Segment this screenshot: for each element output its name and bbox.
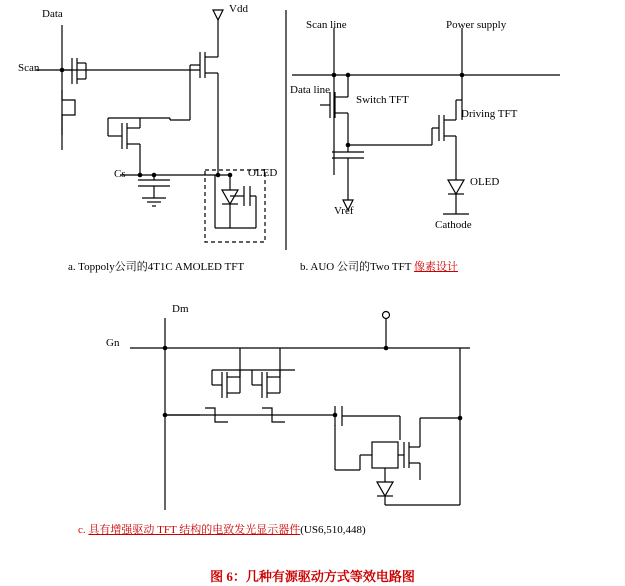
data-label: Data <box>42 8 63 20</box>
caption-a: a. Toppoly公司的4T1C AMOLED TFT <box>68 261 245 273</box>
figure-title: 图 6：几种有源驱动方式等效电路图 <box>210 569 415 584</box>
vdd-label: Vdd <box>229 3 248 15</box>
caption-c-index: c. <box>78 524 86 536</box>
caption-c <box>78 521 366 537</box>
gn-label: Gn <box>106 337 120 349</box>
oled-label-a: OLED <box>248 167 278 179</box>
power-supply-label: Power supply <box>446 19 507 31</box>
caption-c-link[interactable]: 具有增强驱动 TFT 结构的电致发光显示器件 <box>88 524 301 536</box>
caption-b <box>300 258 458 274</box>
oled-label-b: OLED <box>470 176 500 188</box>
caption-c-suffix: (US6,510,448) <box>300 524 366 536</box>
switch-tft-label: Switch TFT <box>356 94 409 106</box>
cathode-label: Cathode <box>435 219 472 231</box>
scan-line-label: Scan line <box>306 19 347 31</box>
caption-b-text: b. AUO 公司的Two TFT <box>300 261 415 273</box>
data-line-label: Data line <box>290 84 331 96</box>
scan-label: Scan <box>18 62 40 74</box>
vref-label: Vref <box>334 205 354 217</box>
driving-tft-label: Driving TFT <box>461 108 518 120</box>
cs-label: Cs <box>114 168 126 180</box>
dm-label: Dm <box>172 303 189 315</box>
caption-b-link[interactable]: 像素设计 <box>414 261 459 273</box>
